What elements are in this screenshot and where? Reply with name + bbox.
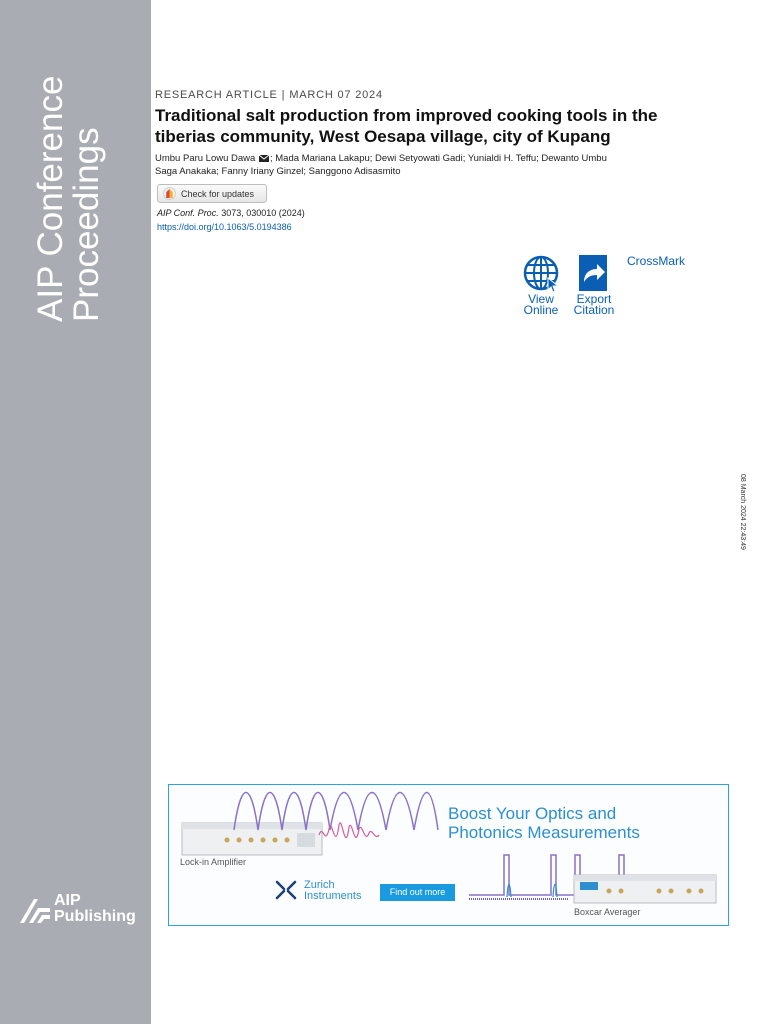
view-online-label-line1: View (528, 292, 554, 306)
find-out-more-button[interactable]: Find out more (380, 884, 455, 901)
journal-title-line2: Proceedings (67, 127, 106, 322)
export-citation-button[interactable] (570, 254, 618, 316)
article-date: MARCH 07 2024 (289, 89, 383, 101)
globe-icon (522, 254, 560, 292)
check-for-updates-label: Check for updates (181, 188, 255, 199)
article-type: RESEARCH ARTICLE (155, 89, 278, 101)
citation (157, 208, 305, 218)
check-for-updates-button[interactable] (157, 184, 267, 203)
zurich-instruments-logo (275, 880, 297, 900)
publisher-name-line1: AIP (54, 892, 81, 909)
check-for-updates-icon (163, 187, 176, 200)
article-title: Traditional salt production from improved cooking tools in the tiberias community, West Oesapa village, city of Kupang (155, 106, 658, 146)
boxcar-averager-caption: Boxcar Averager (574, 907, 641, 917)
author-names[interactable]: ; Mada Mariana Lakapu; Dewi Setyowati Gadi; Yunialdi H. Teffu; Dewanto Umbu Saga Anakaka; Fanny Iriany Ginzel; Sanggono Adisasmito (155, 153, 607, 177)
ad-brand-name (304, 880, 361, 902)
ad-headline (448, 804, 640, 842)
citation-journal: AIP Conf. Proc. (157, 208, 219, 218)
publisher-name-line2: Publishing (54, 908, 136, 925)
journal-sidebar (0, 0, 151, 1024)
lock-in-amplifier-image (182, 823, 322, 855)
publisher-logo[interactable] (18, 893, 143, 929)
export-citation-label-line1: Export (576, 292, 612, 306)
ad-headline-line1: Boost Your Optics and (448, 804, 617, 823)
view-online-button[interactable] (518, 254, 564, 316)
meta-separator: | (281, 89, 286, 101)
boxcar-averager-image (574, 875, 716, 903)
ad-brand-line2: Instruments (304, 890, 362, 902)
aip-publishing-logo (18, 895, 52, 925)
mail-icon[interactable] (259, 155, 269, 162)
doi-link[interactable]: https://doi.org/10.1063/5.0194386 (157, 222, 292, 232)
citation-details: 3073, 030010 (2024) (218, 208, 305, 218)
ad-brand-line1: Zurich (304, 879, 335, 891)
download-timestamp: 08 March 2024 22:43:49 (739, 474, 746, 550)
author-name[interactable]: Umbu Paru Lowu Dawa (155, 153, 256, 164)
journal-title-line1: AIP Conference (31, 75, 70, 322)
export-citation-label-line2: Citation (573, 303, 615, 317)
crossmark-link[interactable]: CrossMark (627, 254, 686, 268)
ad-headline-line2: Photonics Measurements (448, 823, 640, 842)
author-list (155, 152, 625, 178)
lock-in-amplifier-caption: Lock-in Amplifier (180, 857, 247, 867)
article-meta (155, 89, 383, 101)
export-icon (578, 254, 610, 292)
view-online-label-line2: Online (523, 303, 559, 317)
journal-title[interactable] (33, 76, 105, 322)
advertisement-banner[interactable] (168, 784, 729, 926)
publisher-name (54, 893, 136, 925)
